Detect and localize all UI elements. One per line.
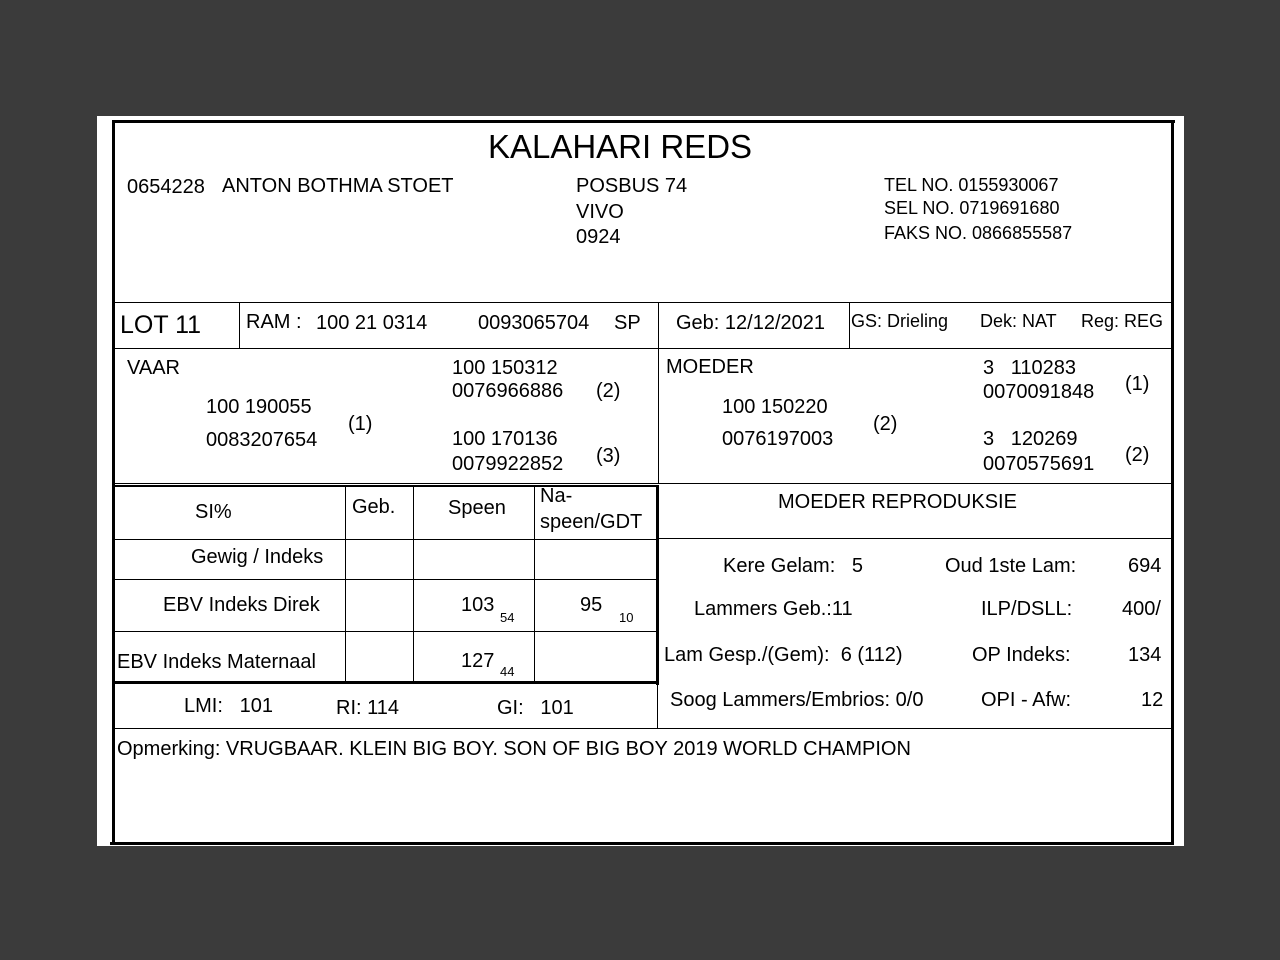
ram-id: 100 21 0314 xyxy=(316,312,428,334)
ri-value: RI: 114 xyxy=(336,697,399,719)
divider xyxy=(345,487,346,682)
divider xyxy=(239,303,240,348)
row-label-ebv-maternal: EBV Indeks Maternaal xyxy=(117,651,316,673)
divider xyxy=(115,681,659,684)
sire-dam-registration: 0079922852 xyxy=(452,453,564,475)
divider xyxy=(115,539,658,540)
birth-date: Geb: 12/12/2021 xyxy=(676,312,826,334)
dam-sire-id: 3 110283 xyxy=(983,357,1077,379)
ram-label: RAM : xyxy=(246,311,302,333)
sire-sire-id: 100 150312 xyxy=(452,357,558,379)
sire-label: VAAR xyxy=(127,357,180,379)
divider xyxy=(115,485,658,487)
dam-label: MOEDER xyxy=(666,356,754,378)
sire-dam-id: 100 170136 xyxy=(452,428,558,450)
ebv-maternal-weaning-accuracy: 44 xyxy=(500,664,515,679)
divider xyxy=(115,302,1172,303)
dam-registration: 0076197003 xyxy=(722,428,834,450)
mating-type: Dek: NAT xyxy=(980,311,1057,331)
address-line: VIVO xyxy=(576,201,624,223)
dam-dam-id: 3 120269 xyxy=(983,428,1078,450)
dam-dam-registration: 0070575691 xyxy=(983,453,1095,475)
divider xyxy=(659,538,1172,539)
frame-right xyxy=(1171,120,1174,843)
ebv-direct-weaning: 103 xyxy=(461,594,495,616)
remark: Opmerking: VRUGBAAR. KLEIN BIG BOY. SON OF BIG BOY 2019 WORLD CHAMPION xyxy=(117,738,911,760)
breeder-name: ANTON BOTHMA STOET xyxy=(222,175,454,197)
age-first-lamb-value: 694 xyxy=(1128,555,1162,577)
tel-number: TEL NO. 0155930067 xyxy=(884,175,1059,195)
divider xyxy=(534,487,535,682)
lot-number: LOT 11 xyxy=(120,311,202,339)
breeder-number: 0654228 xyxy=(127,176,205,198)
dam-sire-registration: 0070091848 xyxy=(983,381,1095,403)
sire-sire-grade: (2) xyxy=(596,380,621,402)
gi-value: GI: 101 xyxy=(497,697,574,719)
address-line: POSBUS 74 xyxy=(576,175,688,197)
row-label-ebv-direct: EBV Indeks Direk xyxy=(163,594,320,616)
registration-status: Reg: REG xyxy=(1081,311,1164,331)
breed-title: KALAHARI REDS xyxy=(487,128,753,165)
ilp-label: ILP/DSLL: xyxy=(981,598,1073,620)
divider xyxy=(658,303,659,484)
frame-top xyxy=(112,120,1175,123)
sire-grade: (1) xyxy=(348,413,373,435)
divider xyxy=(115,728,1172,729)
opi-deviation-label: OPI - Afw: xyxy=(981,689,1072,711)
ebv-direct-post-weaning-accuracy: 10 xyxy=(619,610,634,625)
frame-bottom xyxy=(110,842,1174,845)
divider xyxy=(115,348,1172,349)
row-label-weight-index: Gewig / Indeks xyxy=(191,546,324,568)
ilp-value: 400/ xyxy=(1122,598,1161,620)
si-percent-header: SI% xyxy=(195,501,232,523)
ram-registration: 0093065704 xyxy=(478,312,590,334)
fax-number: FAKS NO. 0866855587 xyxy=(884,223,1073,243)
dam-sire-grade: (1) xyxy=(1125,373,1150,395)
ram-grade: SP xyxy=(614,312,641,334)
divider xyxy=(657,684,658,729)
divider xyxy=(115,579,658,580)
sire-id: 100 190055 xyxy=(206,396,312,418)
divider xyxy=(849,303,850,348)
dam-dam-grade: (2) xyxy=(1125,444,1150,466)
ebv-direct-post-weaning: 95 xyxy=(580,594,603,616)
ebv-direct-weaning-accuracy: 54 xyxy=(500,610,515,625)
age-first-lamb-label: Oud 1ste Lam: xyxy=(945,555,1077,577)
sire-registration: 0083207654 xyxy=(206,429,318,451)
divider xyxy=(656,485,659,685)
sire-dam-grade: (3) xyxy=(596,445,621,467)
suckled-lambs-embryos: Soog Lammers/Embrios: 0/0 xyxy=(670,689,924,711)
divider xyxy=(115,483,1172,484)
birth-column-header: Geb. xyxy=(352,496,396,518)
post-weaning-column-header: Na- xyxy=(540,485,573,507)
opi-deviation-value: 12 xyxy=(1141,689,1164,711)
reproduction-title: MOEDER REPRODUKSIE xyxy=(778,491,1017,513)
birth-status: GS: Drieling xyxy=(851,311,949,331)
lambs-weaned: Lam Gesp./(Gem): 6 (112) xyxy=(664,644,903,666)
op-index-value: 134 xyxy=(1128,644,1162,666)
lmi-value: LMI: 101 xyxy=(184,695,273,717)
dam-id: 100 150220 xyxy=(722,396,828,418)
sire-sire-registration: 0076966886 xyxy=(452,380,564,402)
ebv-maternal-weaning: 127 xyxy=(461,650,495,672)
op-index-label: OP Indeks: xyxy=(972,644,1071,666)
address-line: 0924 xyxy=(576,226,621,248)
cell-number: SEL NO. 0719691680 xyxy=(884,198,1060,218)
weaning-column-header: Speen xyxy=(448,497,506,519)
divider xyxy=(413,487,414,682)
dam-grade: (2) xyxy=(873,413,898,435)
frame-left xyxy=(112,120,115,843)
times-lambed: Kere Gelam: 5 xyxy=(723,555,864,577)
divider xyxy=(115,631,658,632)
post-weaning-column-header: speen/GDT xyxy=(540,511,643,533)
lambs-born: Lammers Geb.:11 xyxy=(694,598,853,620)
